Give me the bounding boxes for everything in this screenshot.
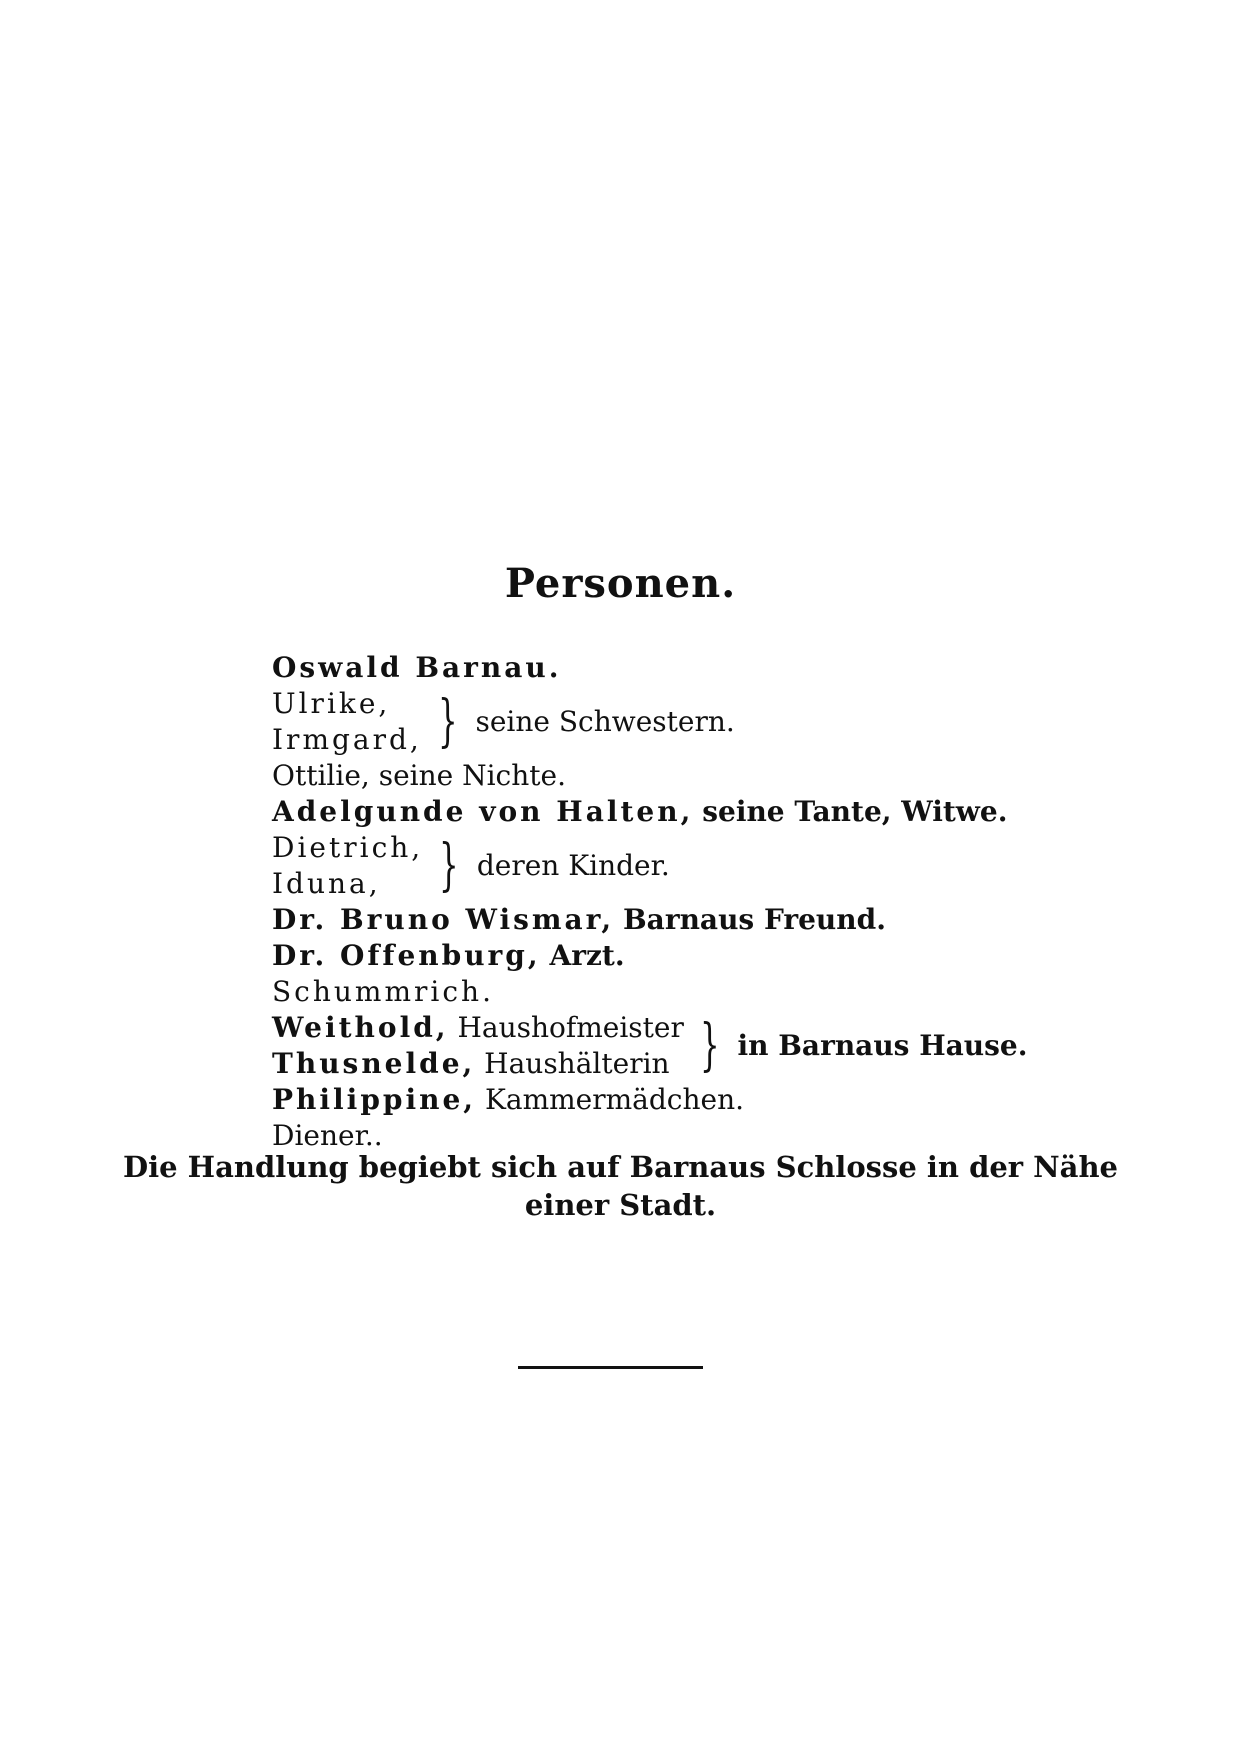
cast-weithold <box>272 1010 684 1046</box>
cast-thusnelde-role: Haushälterin <box>484 1047 670 1080</box>
brace-icon: } <box>699 1013 720 1078</box>
cast-ottilie <box>272 758 1027 794</box>
cast-weithold-role: Haushofmeister <box>457 1011 684 1044</box>
cast-household-role: in Barnaus Hause. <box>737 1029 1028 1062</box>
cast-philippine <box>272 1082 1027 1118</box>
cast-list <box>272 650 1027 1154</box>
brace-icon: } <box>439 833 459 898</box>
cast-group-children <box>272 830 1027 902</box>
cast-iduna: Iduna, <box>272 867 381 900</box>
cast-offenburg-role: Arzt. <box>549 939 625 972</box>
cast-schummrich: Schummrich. <box>272 975 494 1008</box>
cast-group-household <box>272 1010 1027 1082</box>
cast-ulrike: Ulrike, <box>272 687 391 720</box>
cast-irmgard: Irmgard, <box>272 723 422 756</box>
cast-thusnelde-name: Thusnelde, <box>272 1047 476 1080</box>
cast-philippine-role: Kammermädchen. <box>484 1083 745 1116</box>
setting-note <box>0 1148 1241 1224</box>
cast-wismar <box>272 902 1027 938</box>
cast-dietrich: Dietrich, <box>272 831 424 864</box>
cast-children-role: deren Kinder. <box>476 849 670 882</box>
cast-adelgunde <box>272 794 1027 830</box>
cast-weithold-name: Weithold, <box>272 1011 449 1044</box>
cast-offenburg <box>272 938 1027 974</box>
cast-adelgunde-role: seine Tante, Witwe. <box>702 795 1008 828</box>
divider-rule <box>518 1366 703 1369</box>
cast-philippine-name: Philippine, <box>272 1083 477 1116</box>
cast-wismar-role: Barnaus Freund. <box>623 903 886 936</box>
setting-line-1: Die Handlung begiebt sich auf Barnaus Schlosse in der Nähe <box>122 1150 1119 1184</box>
cast-diener: Diener.. <box>272 1119 383 1152</box>
cast-thusnelde <box>272 1046 684 1082</box>
cast-oswald: Oswald Barnau. <box>272 651 562 684</box>
cast-offenburg-name: Dr. Offenburg, <box>272 939 541 972</box>
page-title: Personen. <box>504 560 737 607</box>
cast-wismar-name: Dr. Bruno Wismar, <box>272 903 615 936</box>
cast-group-sisters <box>272 686 1027 758</box>
brace-icon: } <box>437 689 458 754</box>
cast-adelgunde-name: Adelgunde von Halten, <box>272 795 694 828</box>
setting-line-2: einer Stadt. <box>524 1188 717 1222</box>
cast-sisters-role: seine Schwestern. <box>475 705 735 738</box>
cast-ottilie-text: Ottilie, seine Nichte. <box>272 759 566 792</box>
